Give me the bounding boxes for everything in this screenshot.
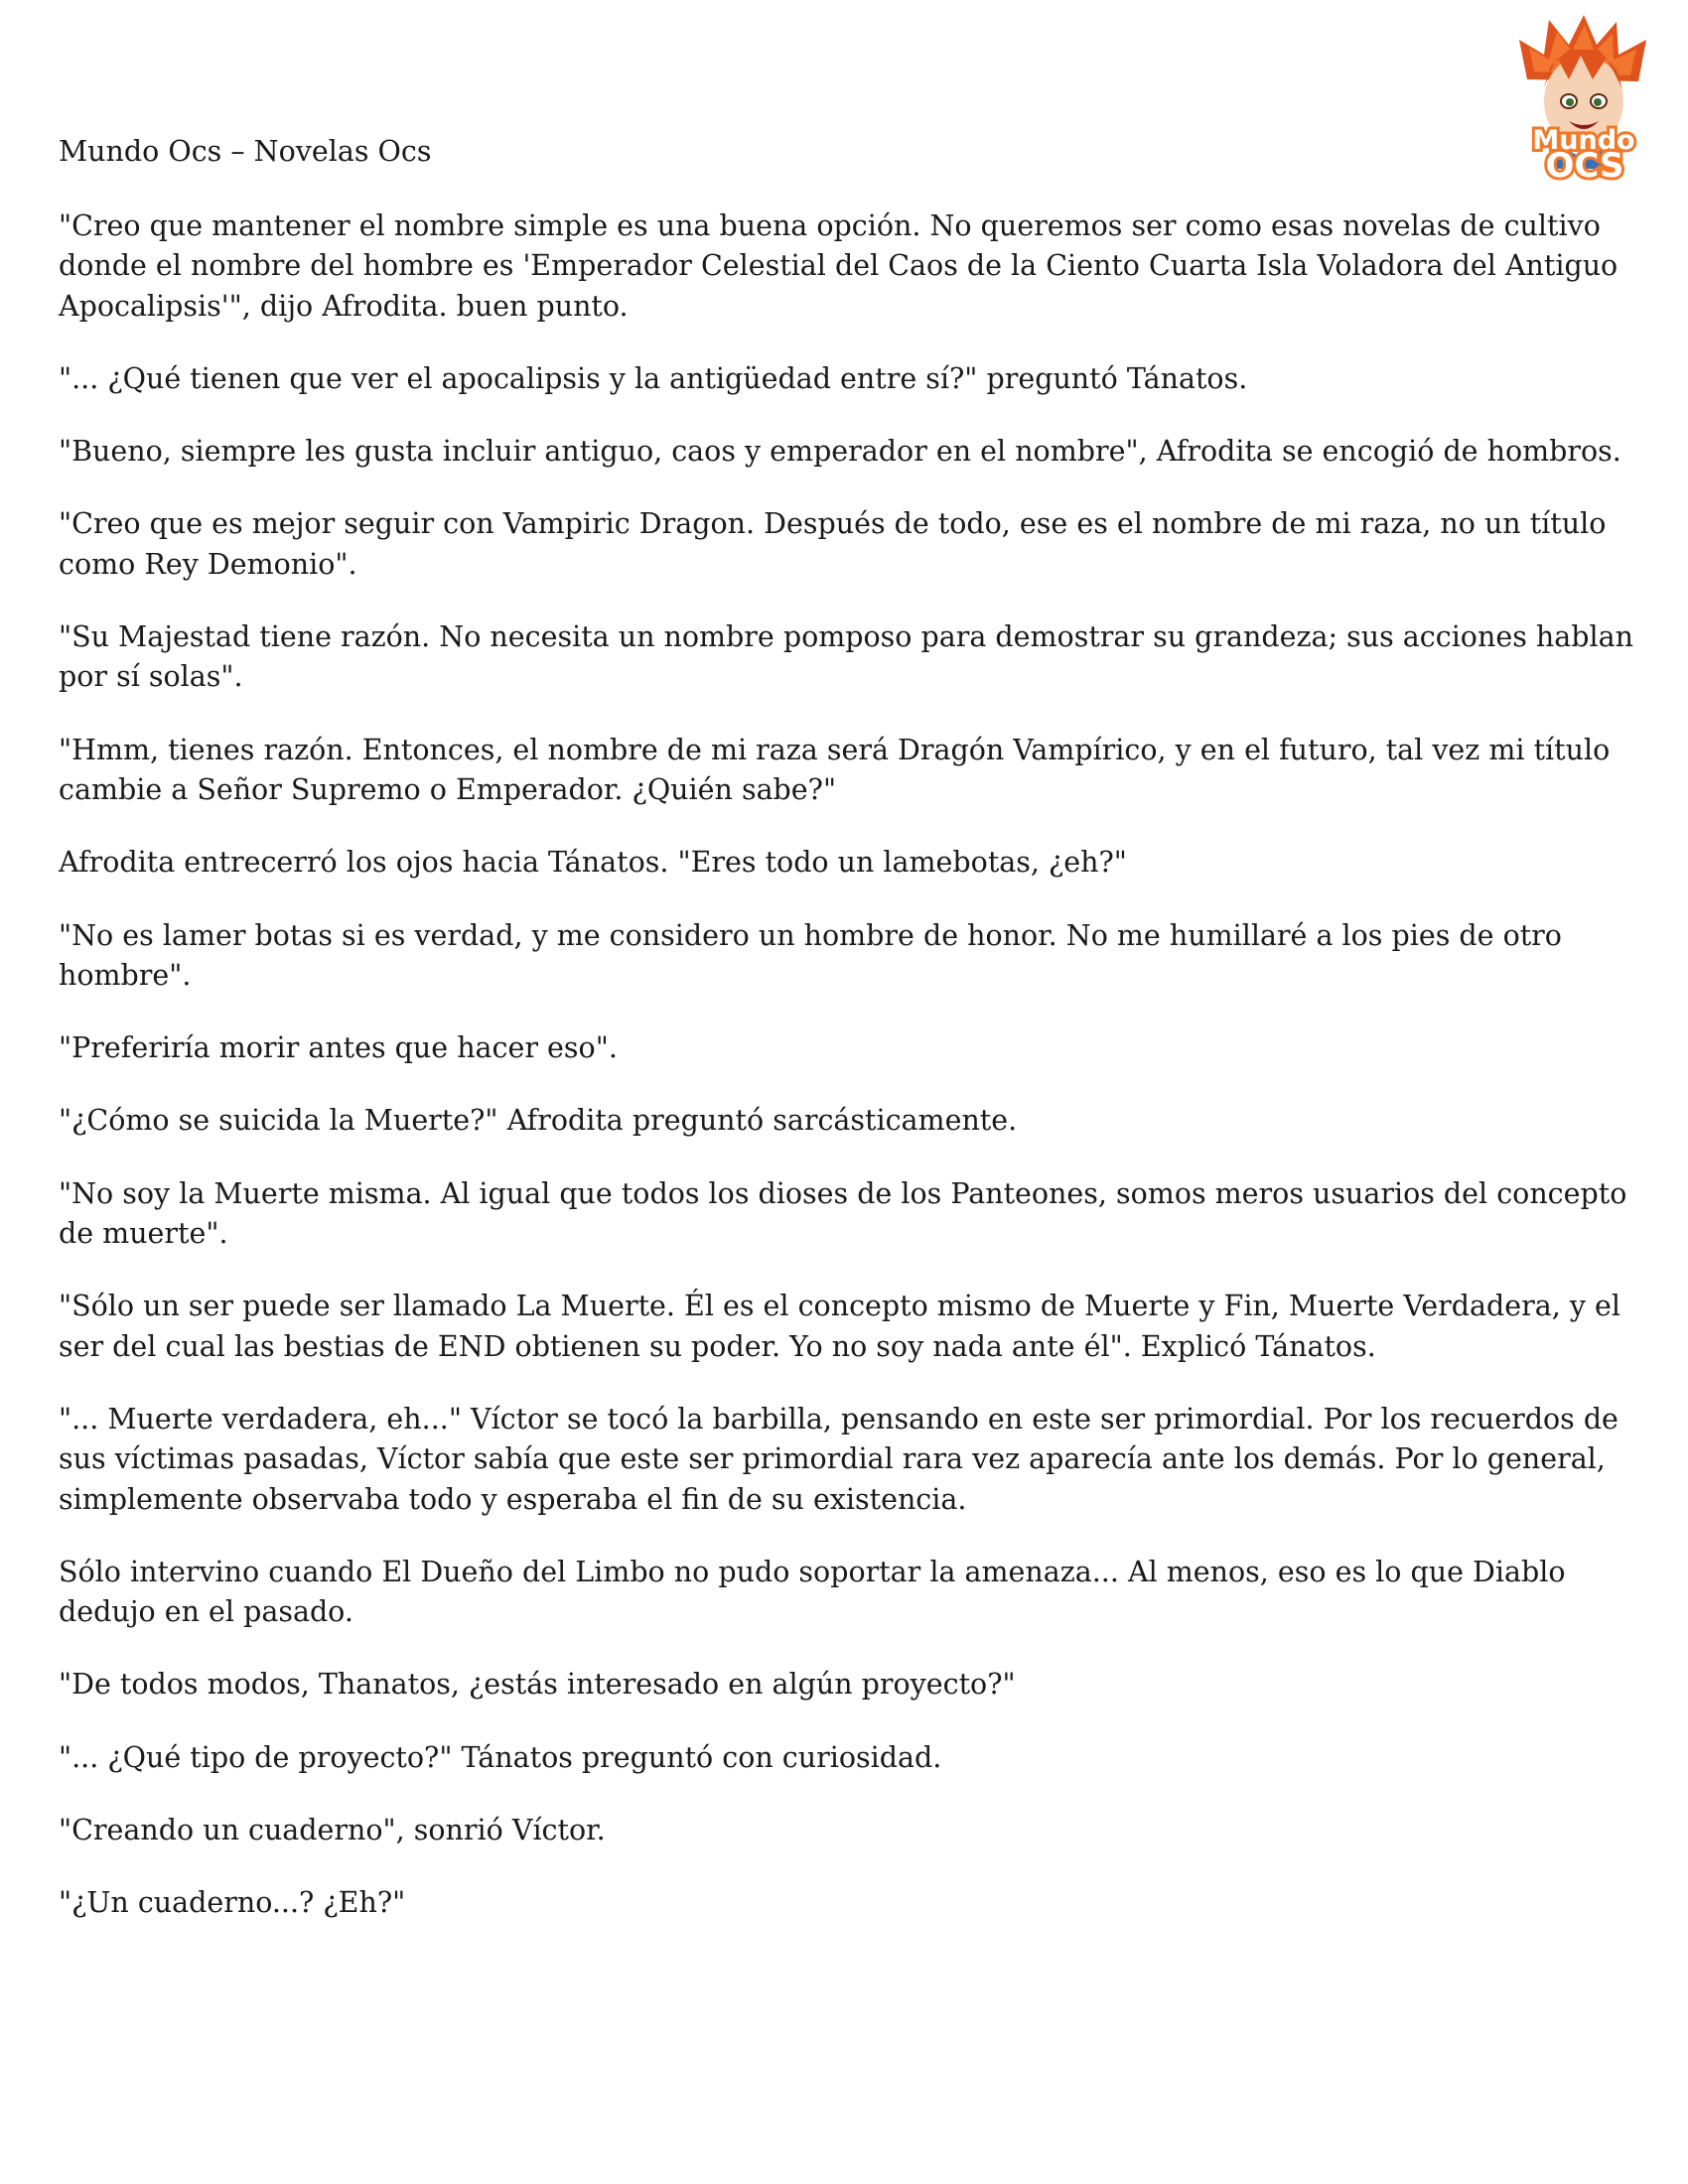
logo-text-ocs: OCS bbox=[1545, 146, 1624, 184]
paragraph: "Hmm, tienes razón. Entonces, el nombre de mi raza será Dragón Vampírico, y en el futuro, tal vez mi título cambie a Señor Supremo o Emperador. ¿Quién sabe?" bbox=[59, 733, 1611, 806]
paragraph: "Preferiría morir antes que hacer eso". bbox=[59, 1031, 618, 1065]
paragraph: "No es lamer botas si es verdad, y me considero un hombre de honor. No me humillaré a los pies de otro hombre". bbox=[59, 918, 1562, 992]
paragraph: "... ¿Qué tienen que ver el apocalipsis y la antigüedad entre sí?" preguntó Tánatos. bbox=[59, 361, 1248, 395]
paragraph: Sólo intervino cuando El Dueño del Limbo no pudo soportar la amenaza... Al menos, eso es lo que Diablo dedujo en el pasado. bbox=[59, 1555, 1566, 1629]
paragraph: "Creo que es mejor seguir con Vampiric Dragon. Después de todo, ese es el nombre de mi raza, no un título como Rey Demonio". bbox=[59, 507, 1607, 581]
paragraph: "Su Majestad tiene razón. No necesita un nombre pomposo para demostrar su grandeza; sus acciones hablan por sí solas". bbox=[59, 620, 1633, 694]
paragraph: "No soy la Muerte misma. Al igual que todos los dioses de los Panteones, somos meros usuarios del concepto de muerte". bbox=[59, 1176, 1627, 1251]
logo-text-mundo: Mundo bbox=[1532, 125, 1635, 156]
paragraph: "... Muerte verdadera, eh..." Víctor se tocó la barbilla, pensando en este ser primordial. Por los recuerdos de sus víctimas pasadas, Víctor sabía que este ser primordial rara vez aparecía ante los demás. Por lo general, simplemente observaba todo y esperaba el fin de su existencia. bbox=[59, 1402, 1618, 1516]
paragraph: "¿Cómo se suicida la Muerte?" Afrodita preguntó sarcásticamente. bbox=[59, 1104, 1018, 1138]
mundo-ocs-logo bbox=[1499, 10, 1668, 184]
chapter-body bbox=[59, 206, 1657, 1957]
paragraph: "De todos modos, Thanatos, ¿estás interesado en algún proyecto?" bbox=[59, 1668, 1016, 1702]
paragraph: "Bueno, siempre les gusta incluir antiguo, caos y emperador en el nombre", Afrodita se encogió de hombros. bbox=[59, 435, 1621, 469]
paragraph: "Creando un cuaderno", sonrió Víctor. bbox=[59, 1814, 606, 1847]
paragraph: "Creo que mantener el nombre simple es una buena opción. No queremos ser como esas novelas de cultivo donde el nombre del hombre es 'Emperador Celestial del Caos de la Ciento Cuarta Isla Voladora del Antiguo Apocalipsis'", dijo Afrodita. buen punto. bbox=[59, 209, 1618, 323]
site-title: Mundo Ocs – Novelas Ocs bbox=[59, 135, 432, 168]
paragraph: "¿Un cuaderno...? ¿Eh?" bbox=[59, 1886, 406, 1920]
paragraph: "Sólo un ser puede ser llamado La Muerte. Él es el concepto mismo de Muerte y Fin, Muerte Verdadera, y el ser del cual las bestias de END obtienen su poder. Yo no soy nada ante él". Explicó Tánatos. bbox=[59, 1290, 1620, 1363]
paragraph: Afrodita entrecerró los ojos hacia Tánatos. "Eres todo un lamebotas, ¿eh?" bbox=[59, 846, 1127, 880]
paragraph: "... ¿Qué tipo de proyecto?" Tánatos preguntó con curiosidad. bbox=[59, 1740, 942, 1774]
